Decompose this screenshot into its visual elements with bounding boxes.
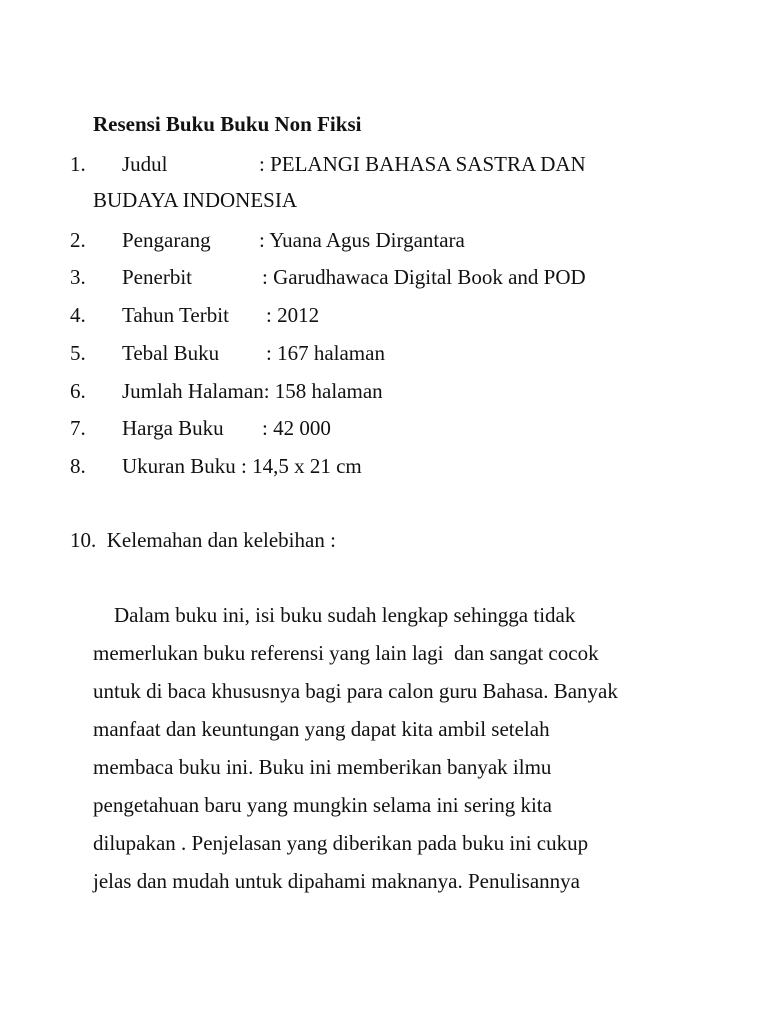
- list-item-label: Tahun Terbit: [122, 303, 229, 327]
- judul-continuation: BUDAYA INDONESIA: [93, 188, 297, 212]
- list-item-label: Penerbit: [122, 265, 192, 289]
- list-item-value: : 167 halaman: [266, 341, 385, 365]
- paragraph-line: manfaat dan keuntungan yang dapat kita ambil setelah: [93, 717, 550, 741]
- list-item-tahun-terbit: [0, 303, 768, 327]
- document-title: Resensi Buku Buku Non Fiksi: [93, 112, 362, 136]
- paragraph-line: dilupakan . Penjelasan yang diberikan pada buku ini cukup: [93, 831, 589, 855]
- list-item-penerbit: [0, 265, 768, 289]
- list-item-value: : Garudhawaca Digital Book and POD: [262, 265, 586, 289]
- list-item-label: Harga Buku: [122, 416, 224, 440]
- list-item-label: Ukuran Buku : 14,5 x 21 cm: [122, 454, 362, 478]
- paragraph-line: jelas dan mudah untuk dipahami maknanya. Penulisannya: [93, 869, 580, 893]
- list-item-number: 8.: [70, 454, 86, 478]
- list-item-pengarang: [0, 228, 768, 252]
- paragraph-line: untuk di baca khususnya bagi para calon guru Bahasa. Banyak: [93, 679, 618, 703]
- paragraph-line: membaca buku ini. Buku ini memberikan banyak ilmu: [93, 755, 552, 779]
- list-item-ukuran-buku: [0, 454, 768, 478]
- list-item-number: 2.: [70, 228, 86, 252]
- list-item-value: : 42 000: [262, 416, 331, 440]
- list-item-number: 7.: [70, 416, 86, 440]
- list-item-jumlah-halaman: [0, 379, 768, 403]
- list-item-value: : 2012: [266, 303, 320, 327]
- list-item-label: Jumlah Halaman: 158 halaman: [122, 379, 383, 403]
- list-item-label: Judul: [122, 152, 168, 176]
- list-item-value: : Yuana Agus Dirgantara: [259, 228, 465, 252]
- list-item-number: 1.: [70, 152, 86, 176]
- list-item-value: : PELANGI BAHASA SASTRA DAN: [259, 152, 586, 176]
- list-item-number: 5.: [70, 341, 86, 365]
- list-item-number: 4.: [70, 303, 86, 327]
- list-item-judul: [0, 152, 768, 176]
- paragraph-line: Dalam buku ini, isi buku sudah lengkap sehingga tidak: [93, 603, 576, 627]
- paragraph-line: pengetahuan baru yang mungkin selama ini sering kita: [93, 793, 552, 817]
- section-heading: 10. Kelemahan dan kelebihan :: [70, 528, 336, 552]
- list-item-label: Pengarang: [122, 228, 211, 252]
- list-item-label: Tebal Buku: [122, 341, 220, 365]
- list-item-tebal-buku: [0, 341, 768, 365]
- list-item-harga-buku: [0, 416, 768, 440]
- paragraph-line: memerlukan buku referensi yang lain lagi dan sangat cocok: [93, 641, 599, 665]
- list-item-number: 6.: [70, 379, 86, 403]
- list-item-number: 3.: [70, 265, 86, 289]
